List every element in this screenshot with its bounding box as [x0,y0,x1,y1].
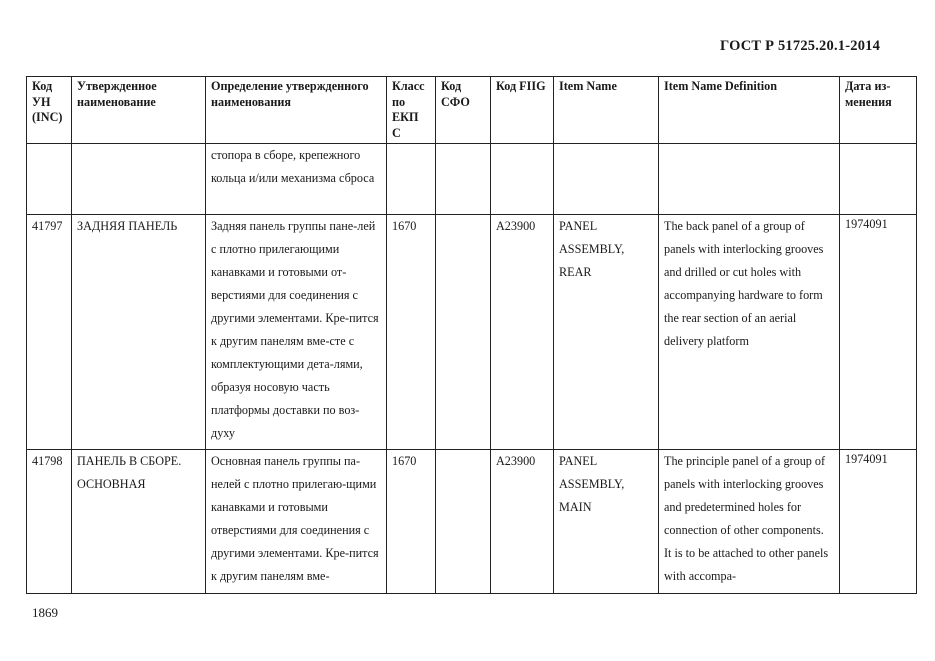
table-row [27,144,917,215]
cell-date [840,144,917,215]
cell-definition: стопора в сборе, крепежного кольца и/или механизма сброса [206,144,387,215]
cell-class: 1670 [387,215,436,450]
header-class: Класс по ЕКП С [387,77,436,144]
cell-class: 1670 [387,450,436,594]
cell-item-name [554,144,659,215]
cell-definition: Основная панель группы па-нелей с плотно прилегаю-щими канавками и готовыми отверстиями для соединения с другими элементами. Кре-пится к другим панелям вме- [206,450,387,594]
cell-item-name: PANEL ASSEMBLY, MAIN [554,450,659,594]
cell-sfo [436,450,491,594]
header-fiig: Код FIIG [491,77,554,144]
cell-fiig [491,144,554,215]
cell-code [27,144,72,215]
cell-name: ПАНЕЛЬ В СБОРЕ. ОСНОВНАЯ [72,450,206,594]
cell-date: 1974091 [840,450,917,594]
cell-sfo [436,215,491,450]
cell-item-definition: The principle panel of a group of panels with interlocking grooves and predetermined holes for connection of other components. It is to be attached to other panels with accompa- [659,450,840,594]
header-sfo: Код СФО [436,77,491,144]
table-row [27,215,917,450]
cell-sfo [436,144,491,215]
header-definition: Определение утвержденного наименования [206,77,387,144]
cell-item-name: PANEL ASSEMBLY, REAR [554,215,659,450]
cell-fiig: A23900 [491,450,554,594]
cell-fiig: A23900 [491,215,554,450]
cell-item-definition: The back panel of a group of panels with interlocking grooves and drilled or cut holes with accompanying hardware to form the rear section of an aerial delivery platform [659,215,840,450]
cell-code: 41798 [27,450,72,594]
page-number: 1869 [32,605,58,620]
table-row [27,450,917,594]
standard-designation: ГОСТ Р 51725.20.1-2014 [720,38,881,54]
cell-class [387,144,436,215]
header-date: Дата из-менения [840,77,917,144]
nomenclature-table [26,76,917,594]
header-code: Код УН (INC) [27,77,72,144]
cell-name [72,144,206,215]
cell-code: 41797 [27,215,72,450]
cell-item-definition [659,144,840,215]
cell-definition: Задняя панель группы пане-лей с плотно прилегающими канавками и готовыми от-верстиями для соединения с другими элементами. Кре-пится к другим панелям вме-сте с комплектующими дета-лями, образуя носовую часть платформы доставки по воз-духу [206,215,387,450]
header-name: Утвержденное наименование [72,77,206,144]
header-item-name: Item Name [554,77,659,144]
cell-name: ЗАДНЯЯ ПАНЕЛЬ [72,215,206,450]
cell-date: 1974091 [840,215,917,450]
header-item-definition: Item Name Definition [659,77,840,144]
table-header-row [27,77,917,144]
